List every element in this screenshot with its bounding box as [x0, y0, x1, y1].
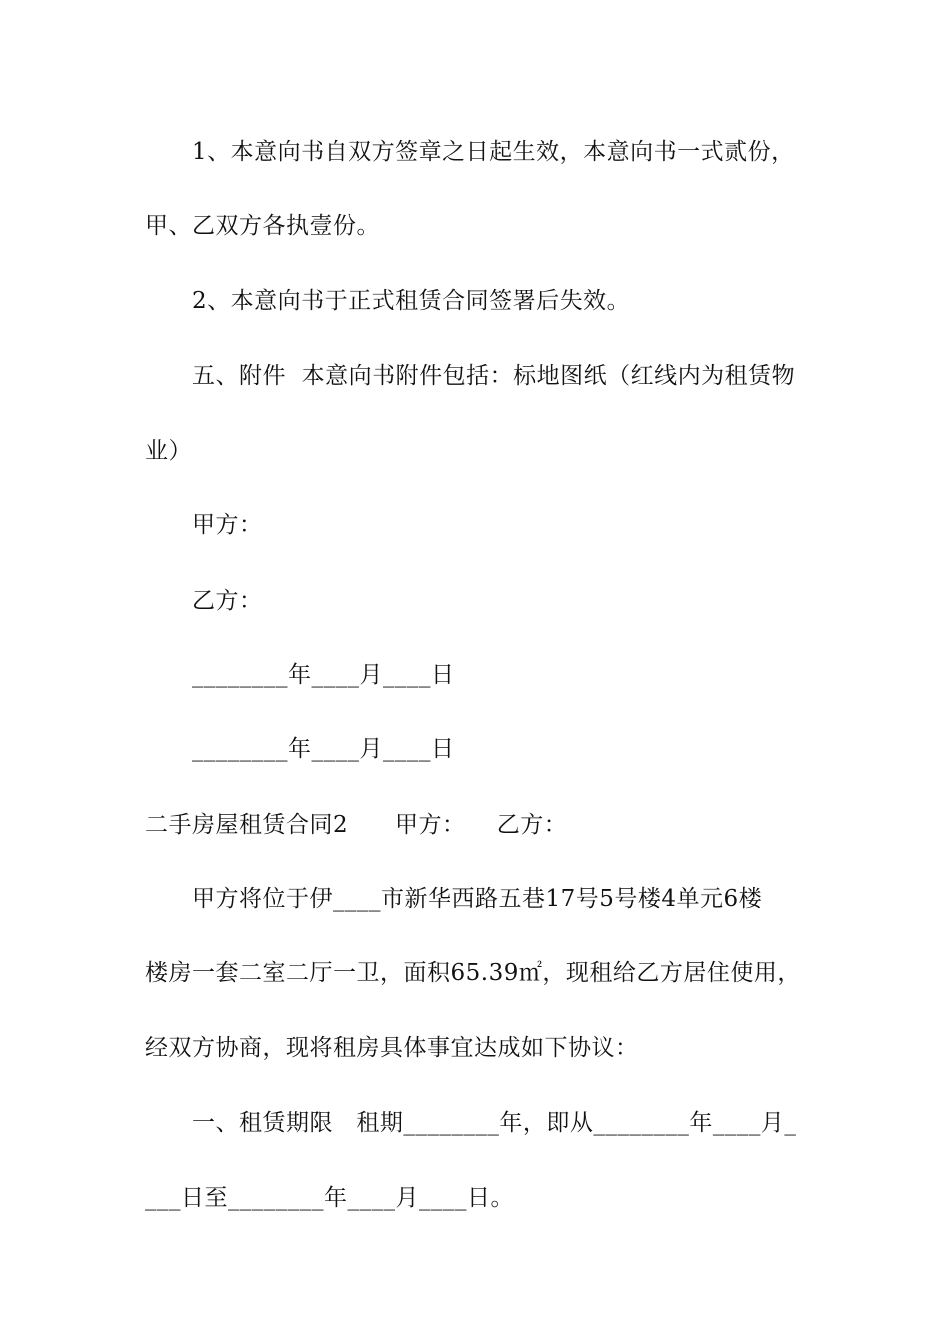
date-line-1: ________年____月____日 [192, 662, 455, 688]
party-a-label: 甲方： [192, 512, 263, 538]
date-line-2: ________年____月____日 [192, 736, 455, 762]
text-line-effective: 1、本意向书自双方签章之日起生效，本意向书一式贰份， [192, 139, 795, 165]
text-line-attachment: 五、附件 本意向书附件包括：标地图纸（红线内为租赁物 [192, 363, 796, 389]
party-b-label: 乙方： [192, 588, 263, 614]
text-line-attachment-cont: 业） [145, 438, 192, 464]
text-line-expiry: 2、本意向书于正式租赁合同签署后失效。 [192, 288, 631, 314]
text-line-agreement: 经双方协商，现将租房具体事宜达成如下协议： [145, 1035, 639, 1061]
text-line-location: 甲方将位于伊____市新华西路五巷17号5号楼4单元6楼 [192, 886, 763, 912]
text-line-lease-term-cont: ___日至________年____月____日。 [145, 1185, 514, 1211]
text-line-area: 楼房一套二室二厅一卫，面积65.39㎡，现租给乙方居住使用， [145, 960, 801, 986]
contract-title-line: 二手房屋租赁合同2 甲方： 乙方： [145, 812, 568, 838]
text-line-lease-term: 一、租赁期限 租期________年，即从________年____月_ [192, 1110, 797, 1136]
text-line-copies: 甲、乙双方各执壹份。 [145, 213, 380, 239]
